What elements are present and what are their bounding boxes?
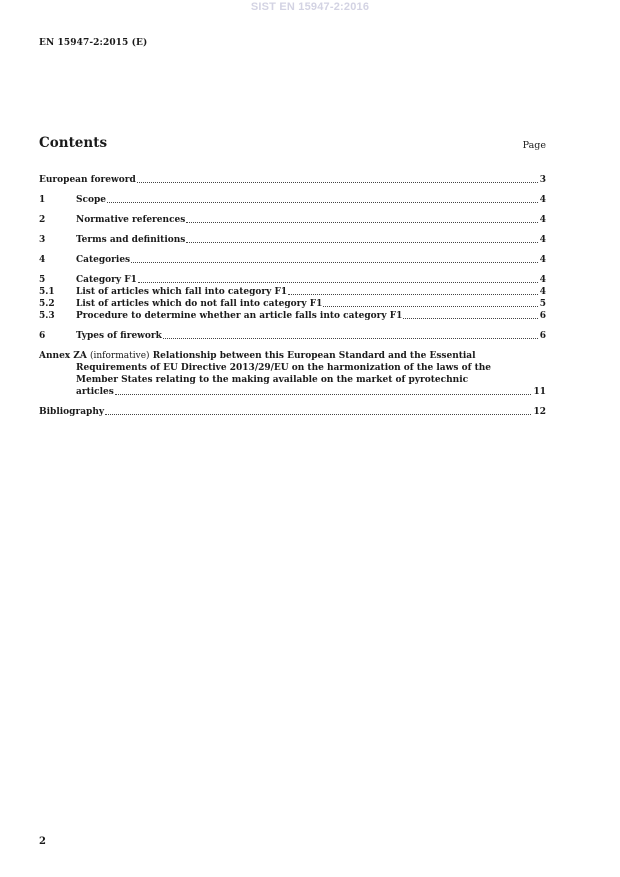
toc-entry-title: Normative references	[76, 215, 186, 225]
toc-entry-page: 4	[539, 255, 546, 265]
dot-leader	[186, 241, 537, 243]
annex-qualifier: (informative)	[90, 351, 150, 361]
toc-entry-annex-za[interactable]	[39, 350, 546, 398]
toc-entry-number: 5.2	[39, 299, 55, 309]
page-number: 2	[39, 836, 46, 847]
contents-heading: Contents	[39, 135, 108, 151]
dot-leader	[138, 281, 538, 283]
toc-entry-title: Terms and definitions	[76, 235, 186, 245]
toc-entry-page: 4	[539, 287, 546, 297]
toc-entry-title: List of articles which do not fall into category F1	[76, 299, 323, 309]
annex-title-part-4: articles	[76, 387, 114, 397]
toc-entry-categories[interactable]	[39, 254, 546, 266]
toc-entry-number: 4	[39, 255, 46, 265]
annex-title-part-3: Member States relating to the making available on the market of pyrotechnic	[76, 375, 469, 385]
toc-entry-page: 5	[539, 299, 546, 309]
toc-entry-terms-definitions[interactable]	[39, 234, 546, 246]
annex-label: Annex ZA	[39, 351, 87, 361]
toc-entry-number: 5.1	[39, 287, 55, 297]
page-column-label: Page	[522, 140, 546, 151]
dot-leader	[323, 305, 537, 307]
toc-entry-title: Category F1	[76, 275, 137, 285]
toc-entry-title: List of articles which fall into category F1	[76, 287, 288, 297]
toc-entry-bibliography[interactable]	[39, 406, 546, 418]
annex-last-line	[39, 386, 546, 398]
toc-entry-5-3[interactable]	[39, 310, 546, 322]
dot-leader	[163, 337, 538, 339]
toc-entry-page: 3	[539, 175, 546, 185]
toc-entry-5-1[interactable]	[39, 286, 546, 298]
toc-entry-page: 6	[539, 311, 546, 321]
toc-entry-title: Bibliography	[39, 407, 105, 417]
table-of-contents	[39, 174, 546, 418]
toc-entry-title: Scope	[76, 195, 107, 205]
toc-entry-foreword[interactable]	[39, 174, 546, 186]
toc-entry-title: Categories	[76, 255, 131, 265]
annex-title-part-2: Requirements of EU Directive 2013/29/EU on the harmonization of the laws of the	[76, 363, 491, 373]
toc-entry-number: 2	[39, 215, 46, 225]
dot-leader	[107, 201, 538, 203]
dot-leader	[131, 261, 538, 263]
toc-entry-types-of-firework[interactable]	[39, 330, 546, 342]
toc-entry-page: 11	[533, 387, 546, 397]
toc-entry-title: Procedure to determine whether an article falls into category F1	[76, 311, 403, 321]
toc-entry-title: European foreword	[39, 175, 136, 185]
dot-leader	[137, 181, 538, 183]
document-id-header: EN 15947-2:2015 (E)	[39, 38, 148, 48]
dot-leader	[115, 393, 532, 395]
toc-entry-page: 4	[539, 275, 546, 285]
dot-leader	[403, 317, 537, 319]
toc-entry-title: Types of firework	[76, 331, 162, 341]
toc-entry-normative-references[interactable]	[39, 214, 546, 226]
toc-entry-page: 4	[539, 235, 546, 245]
annex-title-part-1: Relationship between this European Standard and the Essential	[152, 351, 476, 361]
toc-entry-page: 12	[533, 407, 546, 417]
toc-entry-5-2[interactable]	[39, 298, 546, 310]
toc-entry-page: 4	[539, 195, 546, 205]
toc-entry-scope[interactable]	[39, 194, 546, 206]
toc-entry-number: 5	[39, 275, 46, 285]
toc-entry-page: 4	[539, 215, 546, 225]
toc-entry-category-f1[interactable]	[39, 274, 546, 286]
watermark-text: SIST EN 15947-2:2016	[250, 1, 370, 13]
toc-entry-number: 1	[39, 195, 46, 205]
dot-leader	[105, 413, 531, 415]
toc-entry-page: 6	[539, 331, 546, 341]
dot-leader	[186, 221, 537, 223]
toc-entry-number: 3	[39, 235, 46, 245]
toc-entry-number: 6	[39, 331, 46, 341]
dot-leader	[288, 293, 538, 295]
annex-line-1	[39, 350, 546, 362]
toc-entry-number: 5.3	[39, 311, 55, 321]
